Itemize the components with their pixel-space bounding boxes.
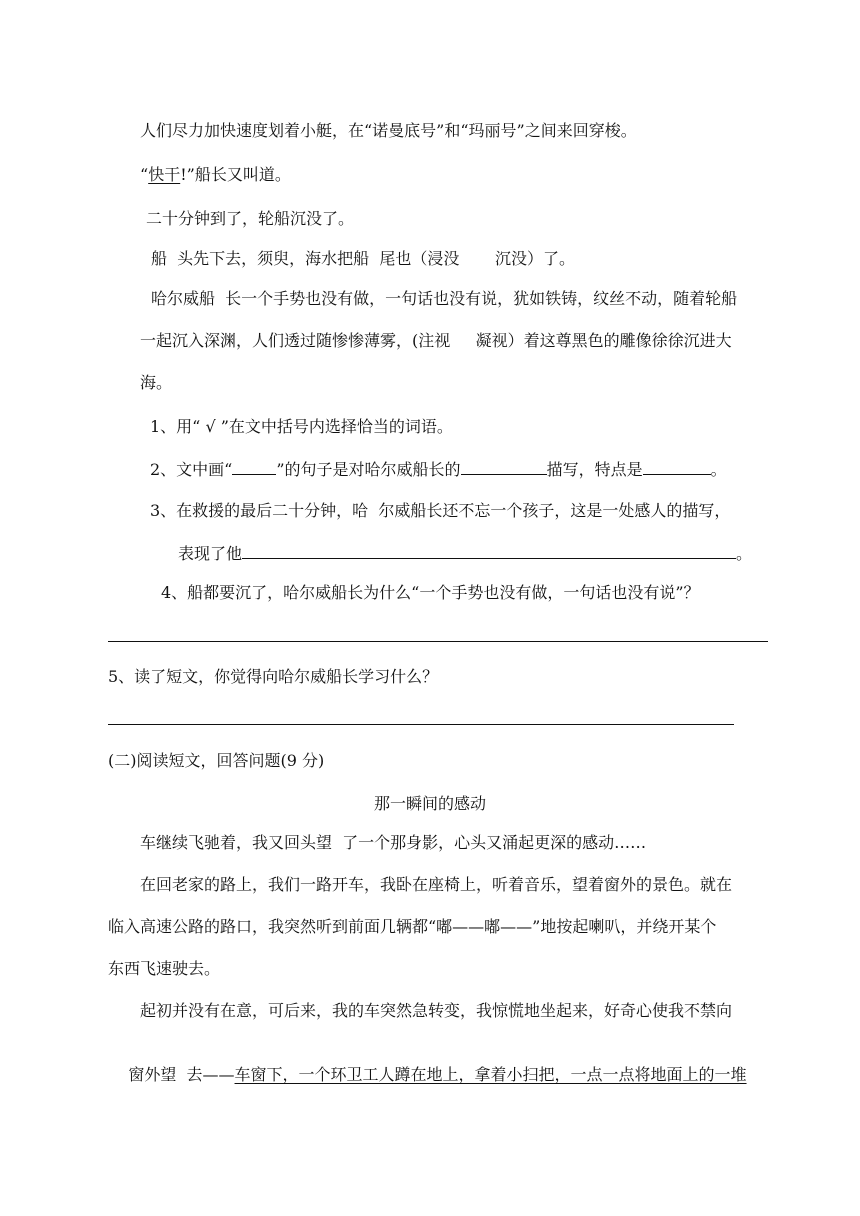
section-heading: (二)阅读短文，回答问题(9 分) [108, 751, 325, 770]
underlined-phrase: 快干 [148, 165, 181, 184]
question-4: 4、船都要沉了，哈尔威船长为什么“一个手势也没有做，一句话也没有说”？ [161, 583, 700, 602]
passage-paragraph: 二十分钟到了，轮船沉没了。 [146, 209, 355, 228]
question-5: 5、读了短文，你觉得向哈尔威船长学习什么？ [108, 667, 439, 686]
question-text: 2、文中画“ [150, 460, 233, 479]
article-paragraph: 临入高速公路的路口，我突然听到前面几辆都“嘟——嘟——”地按起喇叭，并绕开某个 [108, 917, 717, 936]
article-paragraph [108, 1042, 747, 1108]
question-text: 。 [710, 460, 727, 479]
article-paragraph: 车继续飞驰着，我又回头望 了一个那身影，心头又涌起更深的感动…… [140, 833, 647, 852]
quote-mark: “ [140, 165, 149, 184]
passage-text: !”船长又叫道。 [180, 165, 291, 184]
passage-paragraph [140, 164, 291, 186]
answer-line[interactable] [108, 641, 768, 642]
question-3-continued [178, 542, 752, 565]
question-3: 3、在救援的最后二十分钟，哈 尔威船长还不忘一个孩子，这是一处感人的描写， [150, 501, 731, 520]
answer-blank[interactable] [242, 542, 736, 559]
passage-paragraph: 船 头先下去，须臾，海水把船 尾也（浸没 沉没）了。 [151, 249, 575, 268]
answer-blank[interactable] [643, 458, 711, 475]
question-text: 表现了他 [178, 544, 243, 563]
question-1: 1、用“ √ ”在文中括号内选择恰当的词语。 [150, 417, 453, 436]
underlined-sentence: 车窗下，一个环卫工人蹲在地上，拿着小扫把，一点一点将地面上的一堆 [234, 1065, 747, 1084]
article-title: 那一瞬间的感动 [373, 794, 486, 813]
article-paragraph: 在回老家的路上，我们一路开车，我卧在座椅上，听着音乐，望着窗外的景色。就在 [140, 875, 733, 894]
answer-blank[interactable] [232, 458, 276, 475]
article-text: 窗外望 去—— [128, 1065, 235, 1084]
article-paragraph: 东西飞速驶去。 [108, 959, 221, 978]
passage-paragraph: 一起沉入深渊，人们透过随惨惨薄雾，(注视 凝视）着这尊黑色的雕像徐徐沉进大 [140, 331, 732, 350]
question-text: 描写，特点是 [546, 460, 643, 479]
passage-paragraph: 哈尔威船 长一个手势也没有做，一句话也没有说，犹如铁铸，纹丝不动，随着轮船 [151, 289, 738, 308]
article-paragraph: 起初并没有在意，可后来，我的车突然急转变，我惊慌地坐起来，好奇心使我不禁向 [140, 1001, 733, 1020]
answer-blank[interactable] [461, 458, 547, 475]
question-text: 。 [736, 544, 753, 563]
question-text: ”的句子是对哈尔威船长的 [276, 460, 461, 479]
answer-line[interactable] [108, 724, 734, 725]
passage-paragraph: 海。 [140, 373, 173, 392]
question-2 [150, 458, 727, 481]
passage-paragraph: 人们尽力加快速度划着小艇，在“诺曼底号”和“玛丽号”之间来回穿梭。 [140, 121, 637, 140]
